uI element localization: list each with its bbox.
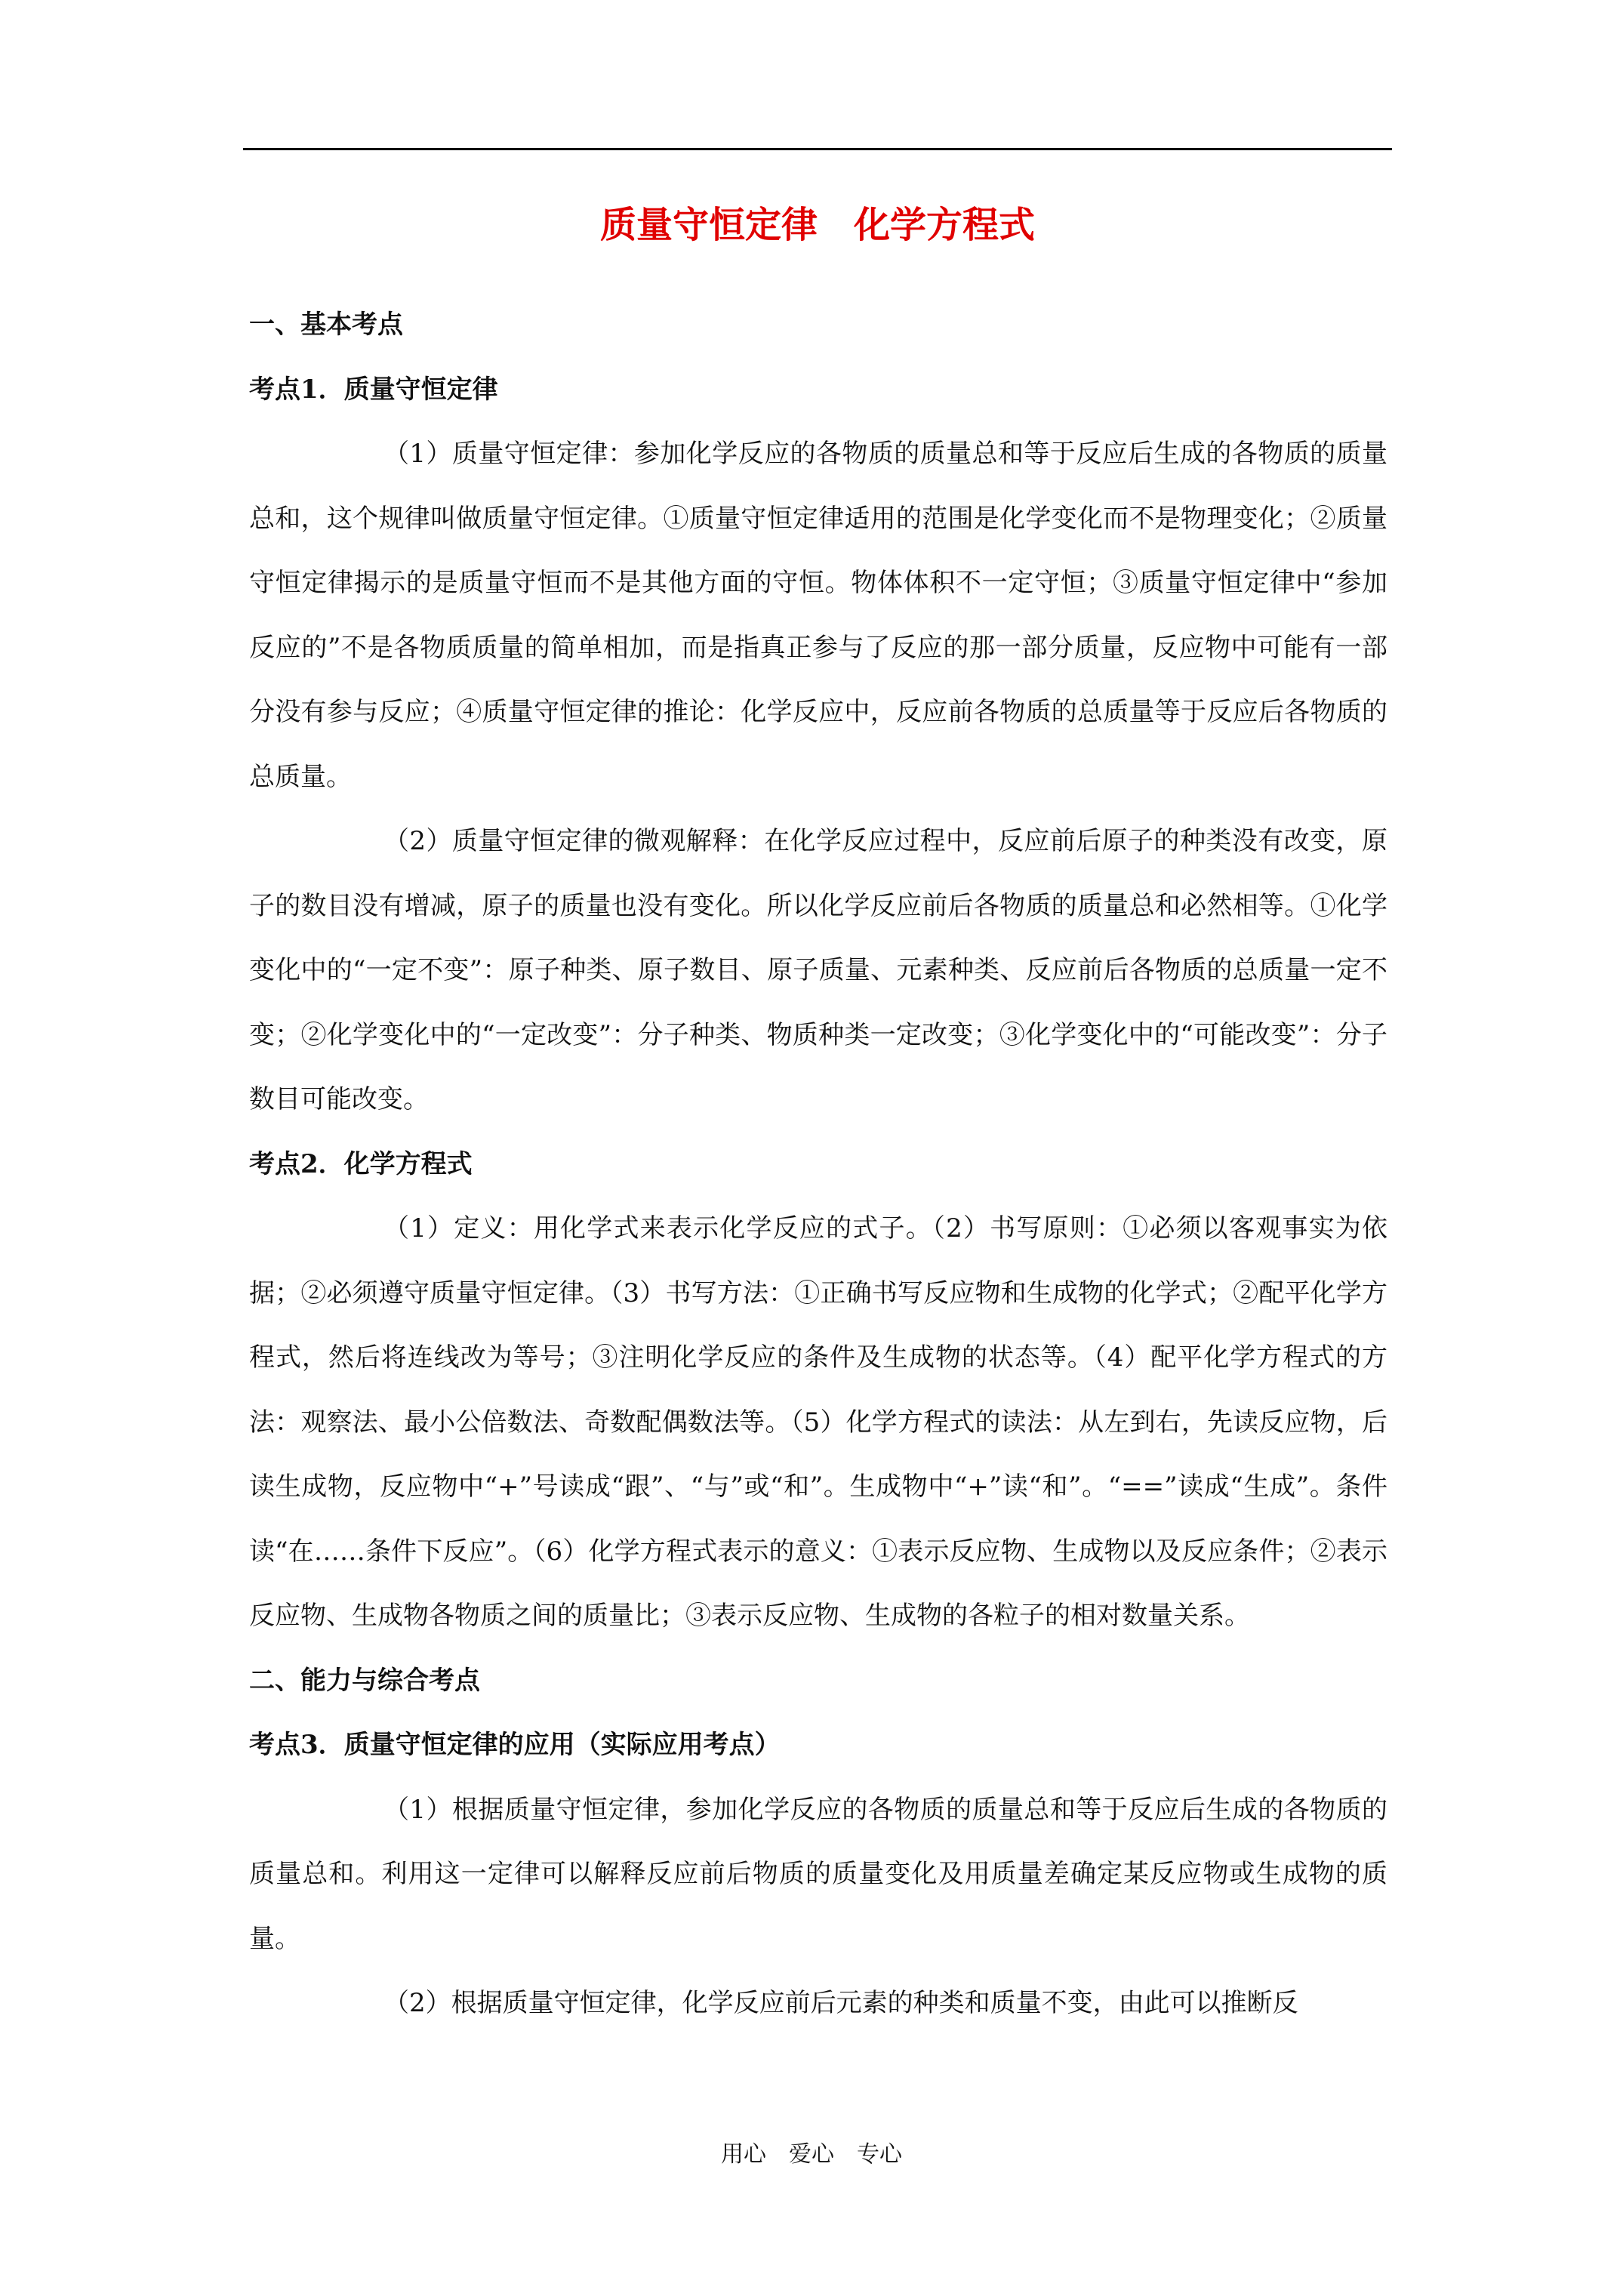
- kp1-paragraph-1: （1）质量守恒定律：参加化学反应的各物质的质量总和等于反应后生成的各物质的质量总和，这个规律叫做质量守恒定律。①质量守恒定律适用的范围是化学变化而不是物理变化；②质量守恒定律揭示的是质量守恒而不是其他方面的守恒。物体体积不一定守恒；③质量守恒定律中“参加反应的”不是各物质质量的简单相加，而是指真正参与了反应的那一部分质量，反应物中可能有一部分没有参与反应；④质量守恒定律的推论：化学反应中，反应前各物质的总质量等于反应后各物质的总质量。: [249, 439, 1387, 792]
- header-rule: [243, 148, 1392, 150]
- section-heading-basic: 一、基本考点: [249, 310, 403, 340]
- kp1-paragraph-2: （2）质量守恒定律的微观解释：在化学反应过程中，反应前后原子的种类没有改变，原子的数目没有增减，原子的质量也没有变化。所以化学反应前后各物质的质量总和必然相等。①化学变化中的“一定不变”：原子种类、原子数目、原子质量、元素种类、反应前后各物质的总质量一定不变；②化学变化中的“一定改变”：分子种类、物质种类一定改变；③化学变化中的“可能改变”：分子数目可能改变。: [249, 826, 1387, 1114]
- page-title: 质量守恒定律 化学方程式: [599, 204, 1035, 246]
- kp2-heading: 考点2．化学方程式: [249, 1148, 473, 1179]
- kp3-paragraph-2: （2）根据质量守恒定律，化学反应前后元素的种类和质量不变，由此可以推断反: [383, 1988, 1298, 2018]
- kp3-heading: 考点3．质量守恒定律的应用（实际应用考点）: [249, 1730, 781, 1760]
- kp2-paragraph-1: （1）定义：用化学式来表示化学反应的式子。（2）书写原则：①必须以客观事实为依据；②必须遵守质量守恒定律。（3）书写方法：①正确书写反应物和生成物的化学式；②配平化学方程式，然后将连线改为等号；③注明化学反应的条件及生成物的状态等。（4）配平化学方程式的方法：观察法、最小公倍数法、奇数配偶数法等。（5）化学方程式的读法：从左到右，先读反应物，后读生成物，反应物中“+”号读成“跟”、“与”或“和”。生成物中“+”读“和”。“==”读成“生成”。条件读“在……条件下反应”。（6）化学方程式表示的意义：①表示反应物、生成物以及反应条件；②表示反应物、生成物各物质之间的质量比；③表示反应物、生成物的各粒子的相对数量关系。: [249, 1213, 1387, 1631]
- document-body: [249, 293, 1387, 2036]
- kp1-heading: 考点1．质量守恒定律: [249, 374, 498, 405]
- kp3-paragraph-1: （1）根据质量守恒定律，参加化学反应的各物质的质量总和等于反应后生成的各物质的质量总和。利用这一定律可以解释反应前后物质的质量变化及用质量差确定某反应物或生成物的质量。: [249, 1794, 1387, 1954]
- page-footer: 用心 爱心 专心: [721, 2141, 902, 2168]
- section-heading-ability: 二、能力与综合考点: [249, 1665, 480, 1696]
